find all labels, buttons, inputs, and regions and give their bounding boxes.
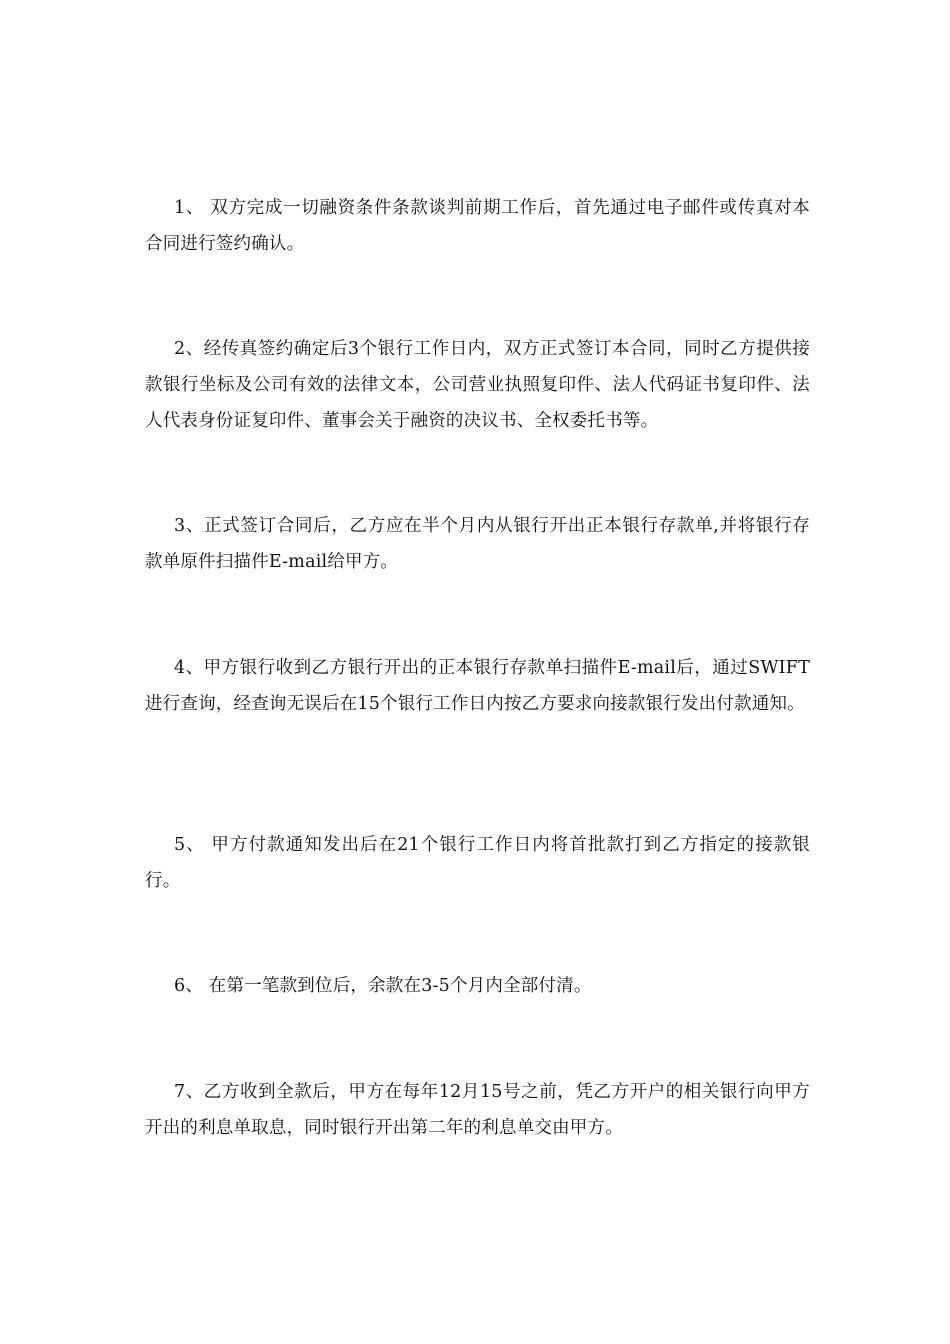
clause-7: 7、乙方收到全款后，甲方在每年12月15号之前，凭乙方开户的相关银行向甲方开出的利息单取息，同时银行开出第二年的利息单交由甲方。 — [145, 1082, 810, 1138]
clause-5: 5、 甲方付款通知发出后在21个银行工作日内将首批款打到乙方指定的接款银行。 — [145, 835, 810, 891]
clause-3: 3、正式签订合同后，乙方应在半个月内从银行开出正本银行存款单,并将银行存款单原件扫描件E-mail给甲方。 — [145, 516, 810, 572]
clause-2: 2、经传真签约确定后3个银行工作日内，双方正式签订本合同，同时乙方提供接款银行坐标及公司有效的法律文本，公司营业执照复印件、法人代码证书复印件、法人代表身份证复印件、董事会关于融资的决议书、全权委托书等。 — [145, 339, 810, 431]
clause-6: 6、 在第一笔款到位后，余款在3-5个月内全部付清。 — [174, 976, 592, 996]
clause-4: 4、甲方银行收到乙方银行开出的正本银行存款单扫描件E-mail后，通过SWIFT进行查询，经查询无误后在15个银行工作日内按乙方要求向接款银行发出付款通知。 — [145, 658, 810, 714]
clause-1: 1、 双方完成一切融资条件条款谈判前期工作后，首先通过电子邮件或传真对本合同进行签约确认。 — [145, 198, 810, 254]
